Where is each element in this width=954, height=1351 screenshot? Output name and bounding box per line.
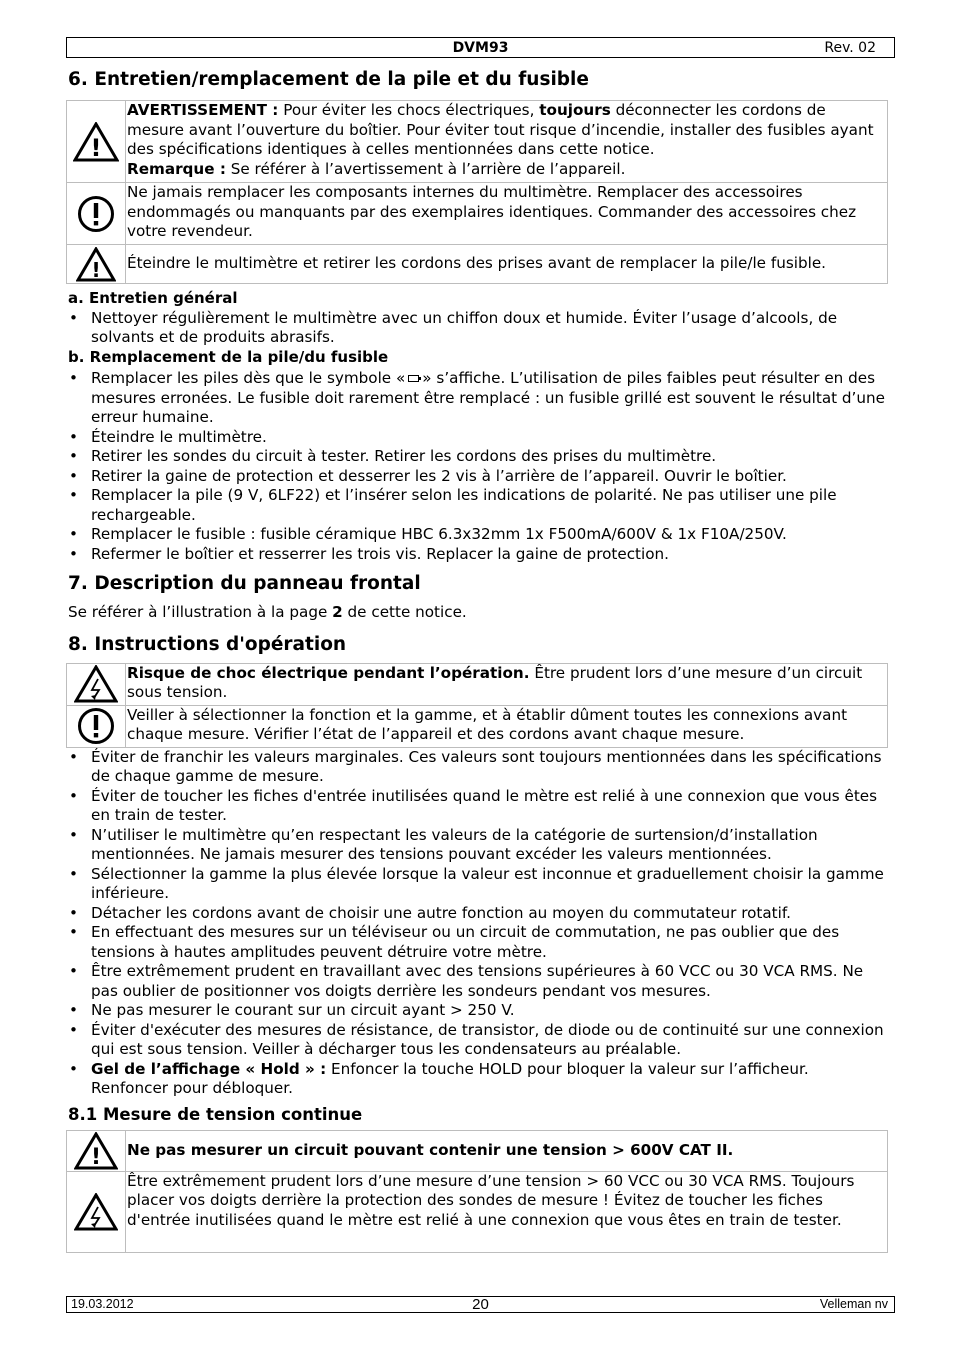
section-7-title: 7. Description du panneau frontal <box>68 573 421 594</box>
revision-label: Rev. 02 <box>824 40 876 56</box>
warning-text: AVERTISSEMENT : Pour éviter les chocs électriques, toujours déconnecter les cordons de mesure avant l’ouverture du boîtier. Pour éviter tout risque d’incendie, installer des fusibles ayant des spécifications identiques à celles mentionnées dans cette notice. Remarque : Se référer à l’avertissement à l’arrière de l’appareil. <box>126 101 888 183</box>
warning-row <box>67 705 888 747</box>
warning-row <box>67 183 888 245</box>
list-item: • Éviter d'exécuter des mesures de résistance, de transistor, de diode ou de continuité sur une connexion qui est sous tension. Veiller à décharger tous les condensateurs au préalable. <box>68 1021 888 1060</box>
list-item: • Ne pas mesurer le courant sur un circuit ayant > 250 V. <box>68 1001 888 1021</box>
shock-warning-text: Risque de choc électrique pendant l’opération. Être prudent lors d’une mesure d’un circuit sous tension. <box>126 663 888 705</box>
list-item: • Gel de l’affichage « Hold » : Enfoncer la touche HOLD pour bloquer la valeur sur l’afficheur. Renfoncer pour débloquer. <box>68 1060 888 1099</box>
warning-row <box>67 101 888 183</box>
page-header <box>66 37 895 58</box>
warning-row <box>67 245 888 284</box>
warning-text: Ne pas mesurer un circuit pouvant contenir une tension > 600V CAT II. <box>126 1130 888 1171</box>
company-name: Velleman nv <box>819 1297 888 1311</box>
maintenance-list <box>68 309 888 348</box>
warning-row <box>67 1130 888 1171</box>
section-6-warning-table <box>66 100 888 284</box>
page-footer <box>66 1296 895 1313</box>
list-item: • Remplacer les piles dès que le symbole « » s’affiche. L’utilisation de piles faibles peut résulter en des mesures erronées. Le fusible doit rarement être remplacé : un fusible grillé est souvent le résultat d’une erreur humaine. <box>68 369 888 428</box>
section-8-1-title: 8.1 Mesure de tension continue <box>68 1104 363 1124</box>
list-item: • Éviter de franchir les valeurs marginales. Ces valeurs sont toujours mentionnées dans les spécifications de chaque gamme de mesure. <box>68 748 888 787</box>
list-item: • En effectuant des mesures sur un téléviseur ou un circuit de commutation, ne pas oublier que des tensions à hautes amplitudes peuvent détruire votre mètre. <box>68 923 888 962</box>
warning-row <box>67 1171 888 1252</box>
caution-circle-icon <box>67 183 126 245</box>
operation-list <box>68 748 888 1099</box>
battery-icon <box>408 375 419 382</box>
caution-text: Ne jamais remplacer les composants internes du multimètre. Remplacer des accessoires endommagés ou manquants par des exemplaires identiques. Commander des accessoires chez votre revendeur. <box>126 183 888 245</box>
section-8-warning-table <box>66 663 888 748</box>
list-item: • Retirer les sondes du circuit à tester. Retirer les cordons des prises du multimètre. <box>68 447 888 467</box>
electric-shock-icon <box>67 663 126 705</box>
warning-row <box>67 663 888 705</box>
list-item: • Refermer le boîtier et resserrer les trois vis. Replacer la gaine de protection. <box>68 545 888 565</box>
warning-label: AVERTISSEMENT : <box>127 101 279 119</box>
caution-circle-icon <box>67 705 126 747</box>
battery-fuse-list <box>68 369 888 564</box>
caution-text: Veiller à sélectionner la fonction et la gamme, et à établir dûment toutes les connexions avant chaque mesure. Vérifier l’état de l’appareil et des cordons avant chaque mesure. <box>126 705 888 747</box>
list-item: • Remplacer le fusible : fusible céramique HBC 6.3x32mm 1x F500mA/600V & 1x F10A/250V. <box>68 525 888 545</box>
electric-shock-icon <box>67 1171 126 1252</box>
page-content <box>68 68 888 1253</box>
section-7-text: Se référer à l’illustration à la page 2 de cette notice. <box>68 603 467 621</box>
warning-triangle-icon <box>67 245 126 284</box>
list-item: • Détacher les cordons avant de choisir une autre fonction au moyen du commutateur rotatif. <box>68 904 888 924</box>
subsection-b-title: b. Remplacement de la pile/du fusible <box>68 347 389 366</box>
list-item: • Éviter de toucher les fiches d'entrée inutilisées quand le mètre est relié à une connexion que vous êtes en train de tester. <box>68 787 888 826</box>
subsection-a-title: a. Entretien général <box>68 289 238 307</box>
section-8-title: 8. Instructions d'opération <box>68 633 347 655</box>
list-item: • Éteindre le multimètre. <box>68 428 888 448</box>
list-item: • Remplacer la pile (9 V, 6LF22) et l’insérer selon les indications de polarité. Ne pas utiliser une pile rechargeable. <box>68 486 888 525</box>
warning-triangle-icon <box>67 1130 126 1171</box>
warning-text: Éteindre le multimètre et retirer les cordons des prises avant de remplacer la pile/le fusible. <box>126 245 888 284</box>
section-8-1-warning-table <box>66 1130 888 1253</box>
svg-text:!: ! <box>90 1144 102 1170</box>
section-6-title: 6. Entretien/remplacement de la pile et du fusible <box>68 69 589 90</box>
list-item: • Nettoyer régulièrement le multimètre avec un chiffon doux et humide. Éviter l’usage d’alcools, de solvants et de produits abrasifs. <box>68 309 888 348</box>
model-name: DVM93 <box>452 40 509 56</box>
svg-text:!: ! <box>90 133 102 162</box>
shock-warning-text: Être extrêmement prudent lors d’une mesure d’une tension > 60 VCC ou 30 VCA RMS. Toujours placer vos doigts derrière la protection des sondes de mesure ! Évitez de toucher les fiches d'entrée inutilisées quand le mètre est relié à une connexion que vous êtes en train de tester. <box>126 1171 888 1252</box>
footer-date: 19.03.2012 <box>71 1297 134 1311</box>
list-item: • N’utiliser le multimètre qu’en respectant les valeurs de la catégorie de surtension/d’installation mentionnées. Ne jamais mesurer des tensions pouvant excéder les valeurs mentionnées. <box>68 826 888 865</box>
note-label: Remarque : <box>127 159 226 178</box>
list-item: • Sélectionner la gamme la plus élevée lorsque la valeur est inconnue et graduellement choisir la gamme inférieure. <box>68 865 888 904</box>
svg-text:!: ! <box>91 257 101 282</box>
warning-triangle-icon <box>67 101 126 183</box>
page-number: 20 <box>472 1296 489 1313</box>
list-item: • Retirer la gaine de protection et desserrer les 2 vis à l’arrière de l’appareil. Ouvrir le boîtier. <box>68 467 888 487</box>
list-item: • Être extrêmement prudent en travaillant avec des tensions supérieures à 60 VCC ou 30 VCA RMS. Ne pas oublier de positionner vos doigts derrière les sondeurs pendant vos mesures. <box>68 962 888 1001</box>
